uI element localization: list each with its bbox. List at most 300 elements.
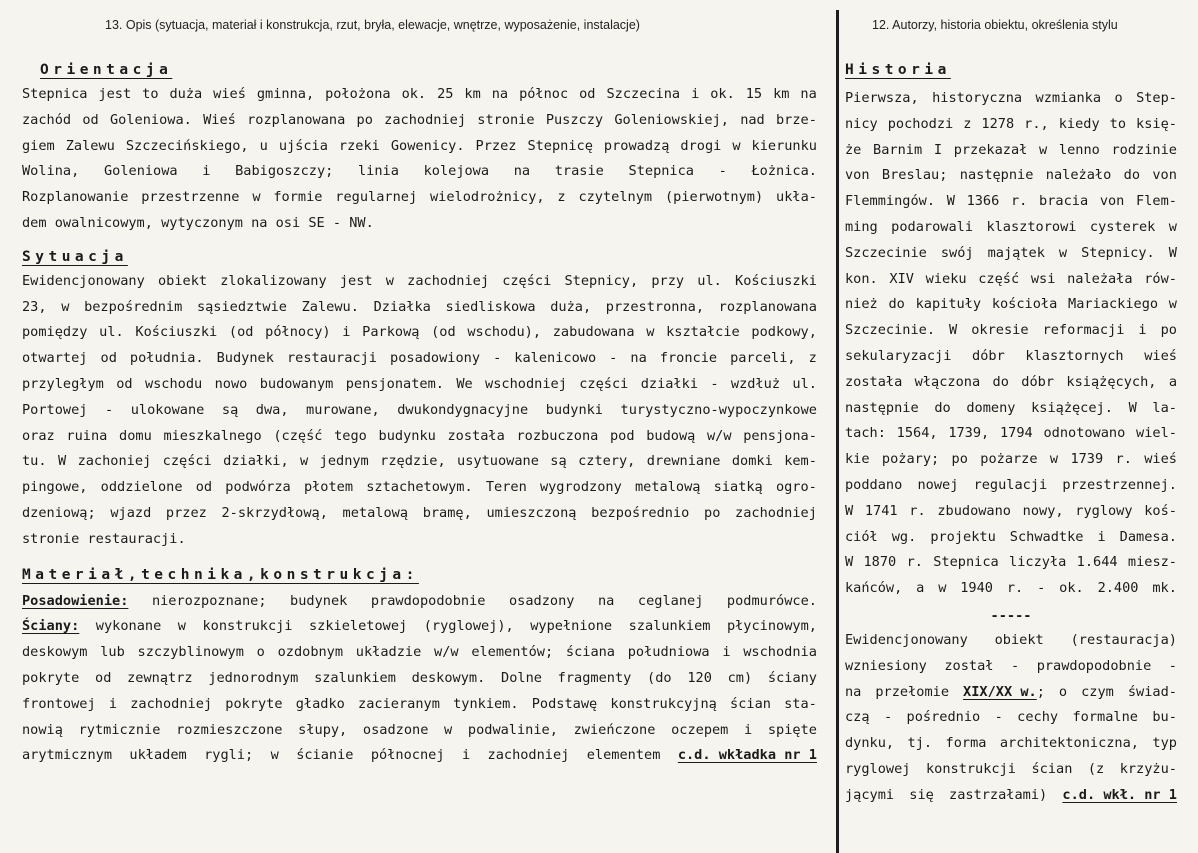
word: budynku [378, 427, 436, 444]
word: Ewidencjonowany [845, 631, 968, 648]
word: 1794 [999, 425, 1033, 442]
word: okresie [971, 322, 1029, 339]
word: działki [640, 375, 699, 392]
word: ryglowej [845, 760, 911, 777]
word: przestrzennej. [1062, 476, 1177, 493]
word: i [461, 747, 471, 764]
word: cm) [727, 669, 753, 686]
word: konstrukcji [202, 618, 293, 635]
word: typ [1152, 735, 1177, 752]
word: północ [519, 86, 569, 102]
word: ścianie [296, 747, 354, 764]
word: ścian [1031, 760, 1073, 777]
section-heading-historia: Historia [845, 62, 951, 78]
text-line [845, 731, 1177, 757]
text-line [845, 241, 1177, 267]
word: bramę, [422, 504, 472, 521]
word: części [579, 375, 629, 392]
word: zachodniej [130, 695, 213, 712]
word: części [502, 272, 552, 289]
word: następnie [845, 399, 919, 416]
word: odnotowano [1043, 425, 1126, 442]
word: SE [308, 214, 325, 231]
word: Mariackiego [1068, 296, 1159, 313]
word: budynek [290, 592, 348, 609]
word: kalenicowo [514, 350, 597, 367]
word: 15 [745, 86, 763, 102]
word: od [579, 86, 596, 102]
word: Barnim [873, 141, 923, 158]
word: przestrzenne [141, 189, 240, 206]
material-text [22, 589, 817, 770]
word: szkieletowej [309, 618, 408, 635]
word: od [116, 375, 133, 392]
word: Ewidencjonowany [22, 272, 145, 289]
word: (część [273, 427, 323, 444]
word: usytuowane [457, 453, 539, 470]
word: klasztornych [1025, 347, 1124, 364]
word: ulokowane [130, 401, 205, 418]
word: Breslau; [881, 167, 948, 184]
word: - [718, 163, 727, 180]
word: wieku [925, 270, 967, 287]
text-line [22, 614, 817, 640]
continue-note: c.d. wkł. nr 1 [1062, 786, 1177, 803]
word: że [845, 141, 862, 158]
word: wytyczonym [161, 214, 243, 231]
word: Szczecinie [845, 244, 927, 261]
word: Goleniowskiej, [614, 111, 729, 128]
word: rozplanowana [718, 298, 817, 315]
text-line [22, 475, 817, 501]
word: W [845, 554, 854, 571]
text-line [22, 295, 817, 321]
word: północy) [265, 324, 331, 341]
word: i [1138, 322, 1147, 339]
text-line [22, 185, 817, 211]
word: Stepnicy. [1081, 244, 1155, 261]
word: rozplanowana [247, 111, 346, 128]
word: przełomie [875, 683, 950, 700]
word: Wolina, [22, 163, 80, 180]
word: w [646, 324, 655, 341]
word: (od [431, 324, 456, 341]
section-heading-material: Materiał,technika,konstrukcja: [22, 566, 419, 583]
word: stronie [22, 530, 80, 547]
word: liczyła [1009, 554, 1067, 571]
word: w/w [707, 427, 732, 444]
word: świad- [1127, 683, 1177, 700]
word: i [342, 324, 351, 341]
word: do [934, 399, 951, 416]
word: von [1099, 193, 1125, 210]
word: koś- [1144, 502, 1177, 519]
word: W [845, 502, 854, 519]
word: r. [1010, 193, 1028, 210]
text-line [845, 163, 1177, 189]
word: jest [98, 86, 132, 102]
word: Stepnica [628, 163, 694, 180]
word: jest [339, 272, 373, 289]
word: reformacji [1042, 322, 1125, 339]
sciany-label: Ściany: [22, 618, 80, 635]
word: forma [945, 735, 987, 752]
word: 1739, [948, 425, 990, 442]
text-line [22, 320, 817, 346]
text-line [845, 421, 1177, 447]
word: dóbr [1021, 373, 1055, 390]
text-line [845, 499, 1177, 525]
form-field-13-header: 13. Opis (sytuacja, materiał i konstrukcja, rzut, bryła, elewacje, wnętrze, wyposażenie, instalacje) [105, 18, 640, 32]
word: na [598, 592, 615, 609]
word: 1366 [966, 193, 1000, 210]
word: sąsiedztwie [196, 298, 287, 315]
word: 1940 [960, 580, 993, 597]
text-line [845, 112, 1177, 138]
word: ming [845, 218, 878, 235]
word: klasztorowi [986, 218, 1077, 235]
word: do [992, 373, 1009, 390]
word: Goleniowa [103, 163, 178, 180]
word: deskowym [22, 644, 88, 661]
word: Dolne [501, 669, 542, 686]
word: ok. [1059, 580, 1084, 597]
word: Wieś [203, 111, 236, 128]
word: - [883, 709, 893, 726]
word: duża [169, 86, 203, 102]
word: Schwadtke [1009, 528, 1084, 545]
word: mk. [1152, 580, 1177, 597]
word: Budynek [216, 350, 274, 367]
word: - [332, 214, 342, 231]
word: szalunkiem [628, 618, 711, 635]
word: płotem [303, 479, 354, 496]
word: Step- [1136, 90, 1177, 106]
word: turystyczno-wypoczynkowe [620, 401, 817, 418]
word: Przez [475, 137, 517, 154]
word: południa. [129, 350, 204, 367]
word: i [202, 163, 211, 180]
word: nicy [845, 115, 878, 132]
word: wzmianka [1035, 90, 1102, 106]
text-line [845, 292, 1177, 318]
word: a [1168, 373, 1177, 390]
word: - [609, 350, 618, 367]
text-line [22, 346, 817, 372]
word: została [845, 373, 903, 390]
word: po [704, 504, 721, 521]
word: wschodu [144, 375, 203, 392]
word: 2-skrzydłową, [221, 504, 328, 521]
word: w [444, 721, 453, 738]
word: rytmicznie [78, 721, 161, 738]
word: w [1058, 244, 1068, 261]
word: części [162, 453, 212, 470]
word: von [1152, 167, 1177, 184]
word: wsi [1030, 270, 1056, 287]
word: rzędzie, [380, 453, 446, 470]
word: 1.644 [1076, 554, 1118, 571]
word: domu [119, 427, 152, 444]
word: przy [651, 272, 685, 289]
word: linia [358, 163, 399, 180]
word: drogi [680, 137, 722, 154]
word: ruina [66, 427, 108, 444]
word: jącymi [845, 786, 895, 803]
word: rów- [1144, 270, 1177, 287]
word: obiekt [994, 631, 1044, 648]
text-line [22, 692, 817, 718]
word: na [630, 350, 647, 367]
word: giem [22, 137, 55, 154]
word: należało [1045, 167, 1112, 184]
text-line [845, 138, 1177, 164]
word: kem- [784, 453, 817, 470]
word: parceli, [730, 350, 796, 367]
word: drewniane [646, 453, 721, 470]
word: lub [100, 644, 125, 661]
word: się [909, 786, 934, 803]
word: Goleniowa. [109, 111, 192, 128]
word: W [946, 193, 955, 210]
word: w [1049, 451, 1059, 468]
column-divider [836, 10, 839, 853]
word: wschodu), [467, 324, 542, 341]
word: - [1037, 580, 1046, 597]
word: o [256, 644, 265, 661]
orientacja-text [22, 82, 817, 237]
word: wykonane [95, 618, 162, 635]
word: nowo [214, 375, 248, 392]
word: osadzone [362, 721, 429, 738]
word: ok. [401, 86, 427, 102]
text-line [845, 370, 1177, 396]
word: kierunku [751, 137, 817, 154]
word: w [300, 453, 309, 470]
word: pensjonatem. [345, 375, 444, 392]
word: wzniesiony [845, 657, 927, 674]
word: - [493, 350, 502, 367]
word: mieszkalnego [163, 427, 262, 444]
word: bracia [1039, 193, 1089, 210]
word: część [978, 270, 1020, 287]
word: następnie [959, 167, 1034, 184]
word: włączona [914, 373, 981, 390]
word: bezpośrednio [591, 504, 690, 521]
word: deskowym. [411, 669, 486, 686]
word: prawdopodobnie [370, 592, 486, 609]
word: ceglanej [637, 592, 704, 609]
word: wiel- [1136, 425, 1177, 442]
word: Działka [373, 298, 431, 315]
word: na [491, 86, 509, 102]
word: 25 [437, 86, 454, 102]
word: kolejowa [423, 163, 490, 180]
word: do [1123, 167, 1141, 184]
word: nież [845, 296, 878, 313]
word: regulacji [973, 476, 1048, 493]
word: miesz- [1127, 554, 1177, 571]
word: Stepnica [933, 554, 999, 571]
word: kańców, [845, 580, 903, 597]
word: w [252, 189, 261, 206]
word: historyczna [932, 90, 1023, 106]
text-line [845, 396, 1177, 422]
word: od [82, 111, 99, 128]
word: rygli; [204, 747, 254, 764]
word: ogro- [775, 479, 817, 496]
word: zachodniej [735, 504, 817, 521]
posadowienie-label: Posadowienie: [22, 592, 129, 609]
text-line [22, 159, 817, 185]
word: r. [909, 502, 926, 519]
text-line [845, 654, 1177, 680]
word: w [732, 137, 741, 154]
word: ryglowy [1075, 502, 1133, 519]
word: ul. [697, 272, 722, 289]
word: oddzielone [100, 479, 183, 496]
word: kapituły [915, 296, 982, 313]
text-line [22, 527, 817, 553]
word: Gowenicy. [390, 137, 465, 154]
word: budowanym [259, 375, 334, 392]
text-line [22, 108, 817, 134]
word: rzeki [338, 137, 380, 154]
word: (z [1087, 760, 1105, 777]
word: bezpośrednim [84, 298, 183, 315]
text-line [22, 269, 817, 295]
word: osadzony [508, 592, 575, 609]
word: formalne [1072, 709, 1138, 726]
word: rodzinie [1111, 141, 1177, 158]
word: zlokalizowany [220, 272, 327, 289]
word: - [994, 709, 1003, 726]
word: sztachetowym. [366, 479, 473, 496]
text-line [22, 424, 817, 450]
word: regularnej [335, 189, 418, 206]
word: km [773, 86, 790, 102]
word: pochodzi [887, 115, 954, 132]
word: osi [275, 214, 301, 231]
word: południowa [627, 644, 710, 661]
word: budową [646, 427, 696, 444]
word: kiedy [1058, 115, 1100, 132]
word: tynkiem. [453, 695, 519, 712]
word: została [447, 427, 505, 444]
word: od [95, 669, 112, 686]
word: cysterek [1089, 218, 1156, 235]
word: zachodniej [487, 747, 570, 764]
word: brze- [776, 111, 817, 128]
word: frontowej [22, 695, 96, 712]
word: Parkową [362, 324, 420, 341]
word: przestronna, [605, 298, 705, 315]
word: Portowej [22, 401, 88, 418]
word: - [710, 375, 719, 392]
word: r. [906, 554, 923, 571]
word: podwalinie, [467, 721, 558, 738]
word: w [270, 747, 279, 764]
word: zachód [22, 111, 72, 128]
word: o [1114, 90, 1123, 106]
word: czą [845, 709, 870, 726]
word: ujścia [278, 137, 328, 154]
word: i [744, 721, 753, 738]
word: przez [165, 504, 207, 521]
history-column [845, 60, 1177, 809]
word: fragmenty [557, 669, 632, 686]
text-line [845, 550, 1177, 576]
word: prawdopodobnie [1036, 657, 1152, 674]
word: (ryglowej), [423, 618, 514, 635]
word: cztery, [578, 453, 636, 470]
word: od [195, 479, 213, 496]
word: 1870 [863, 554, 897, 571]
form-field-12-header: 12. Autorzy, historia obiektu, określenia stylu [872, 18, 1118, 32]
text-line [845, 757, 1177, 783]
text-line [22, 501, 817, 527]
word: książęcych, [1066, 373, 1157, 390]
word: układem [129, 747, 187, 764]
word: po [951, 451, 968, 468]
word: w [177, 618, 186, 635]
word: la- [1152, 399, 1177, 416]
word: wygrodzony [539, 479, 622, 496]
word: 1741 [864, 502, 898, 519]
word: lenno [1058, 141, 1100, 158]
word: są [221, 401, 239, 418]
word: Szczecinie. [845, 322, 936, 339]
word: zbudowano [937, 502, 1011, 519]
word: Puszczy [545, 111, 604, 128]
word: kon. [845, 270, 878, 287]
word: We [456, 375, 473, 392]
word: wzdłuż [730, 375, 781, 392]
word: XIV [889, 270, 914, 287]
word: Zalewu. [301, 298, 359, 315]
word: pożary; [881, 451, 940, 468]
word: dóbr [972, 347, 1005, 364]
word: są [550, 453, 567, 470]
text-line [845, 783, 1177, 809]
word: pod [609, 427, 635, 444]
word: - [1168, 657, 1177, 674]
word: dwa, [255, 401, 289, 418]
text-line [845, 344, 1177, 370]
word: ciół [845, 528, 878, 545]
word: i [1097, 528, 1106, 545]
word: gminna, [256, 86, 315, 102]
word: słupy, [298, 721, 348, 738]
word: pokryte [225, 695, 283, 712]
word: Teren [485, 479, 527, 496]
word: NW. [349, 214, 374, 231]
word: na [513, 163, 531, 180]
word: to [142, 86, 159, 102]
word: i [722, 644, 731, 661]
word: wielodrożnicy, [429, 189, 545, 206]
word: siatką [713, 479, 763, 496]
word: w [385, 272, 394, 289]
word: płycinowym, [726, 618, 817, 635]
word: Szczecina [606, 86, 681, 102]
word: budynki [545, 401, 603, 418]
word: nowej [917, 476, 959, 493]
word: restauracji [286, 350, 377, 367]
text-line [22, 211, 817, 237]
word: siedliskowa [445, 298, 536, 315]
word: ukła- [776, 189, 817, 206]
